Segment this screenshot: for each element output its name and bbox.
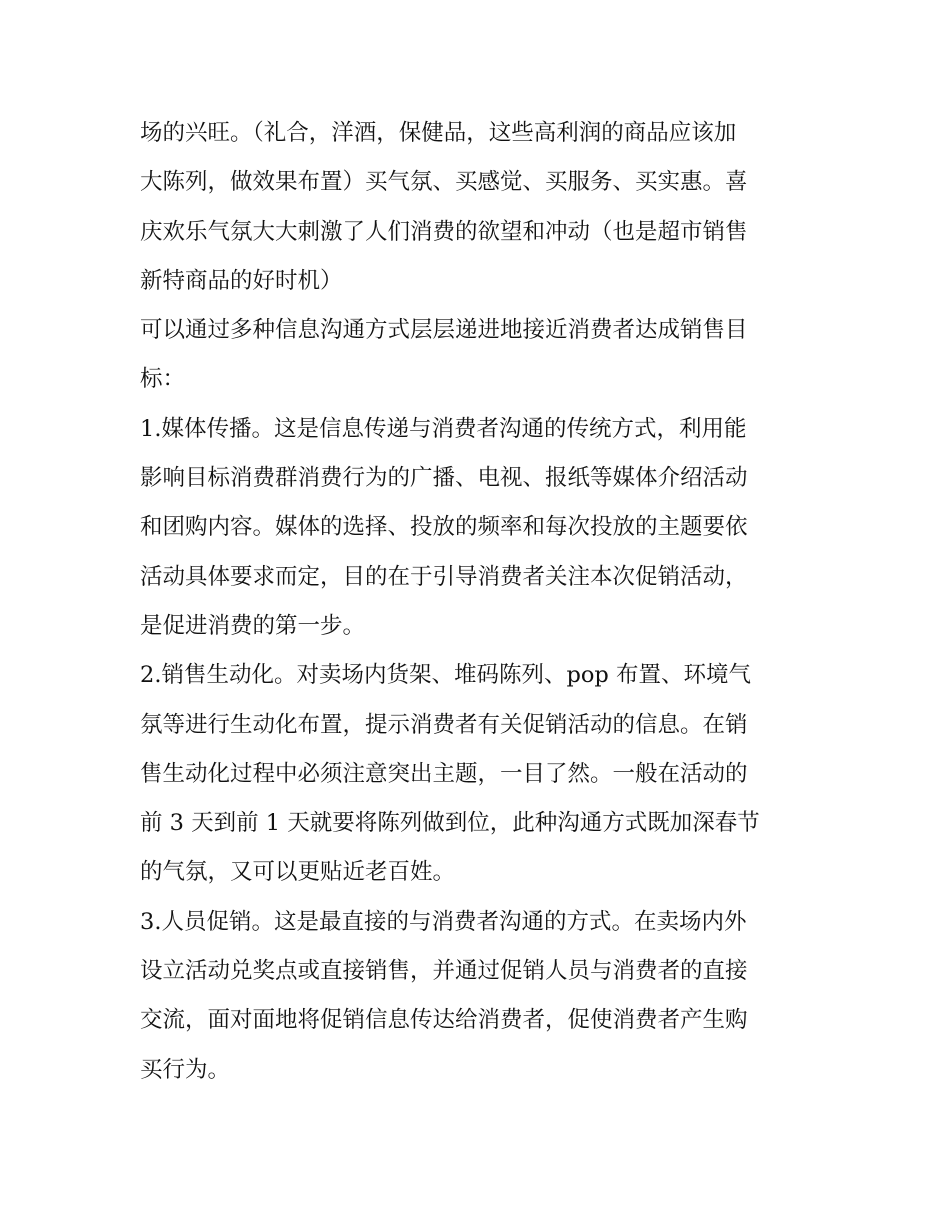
text-line: 标： xyxy=(140,366,186,393)
text-line: 交流，面对面地将促销信息传达给消费者，促使消费者产生购 xyxy=(140,1007,748,1034)
text-line: 影响目标消费群消费行为的广播、电视、报纸等媒体介绍活动 xyxy=(140,465,748,492)
text-line: 买行为。 xyxy=(140,1056,231,1083)
text-line: 庆欢乐气氛大大刺激了人们消费的欲望和冲动（也是超市销售 xyxy=(140,218,748,245)
text-line: 新特商品的好时机） xyxy=(140,267,343,294)
text-line: 1.媒体传播。这是信息传递与消费者沟通的传统方式，利用能 xyxy=(140,415,747,442)
text-line: 前 3 天到前 1 天就要将陈列做到位，此种沟通方式既加深春节 xyxy=(140,810,760,837)
text-line: 的气氛，又可以更贴近老百姓。 xyxy=(140,859,456,886)
document-body xyxy=(140,109,816,1095)
text-line: 售生动化过程中必须注意突出主题，一目了然。一般在活动的 xyxy=(140,760,748,787)
text-line: 氛等进行生动化布置，提示消费者有关促销活动的信息。在销 xyxy=(140,711,748,738)
text-line: 2.销售生动化。对卖场内货架、堆码陈列、pop 布置、环境气 xyxy=(140,662,751,689)
text-line: 和团购内容。媒体的选择、投放的频率和每次投放的主题要依 xyxy=(140,514,748,541)
text-line: 可以通过多种信息沟通方式层层递进地接近消费者达成销售目 xyxy=(140,317,748,344)
text-line: 是促进消费的第一步。 xyxy=(140,612,366,639)
text-line: 3.人员促销。这是最直接的与消费者沟通的方式。在卖场内外 xyxy=(140,908,747,935)
text-line: 设立活动兑奖点或直接销售，并通过促销人员与消费者的直接 xyxy=(140,958,748,985)
text-line: 大陈列，做效果布置）买气氛、买感觉、买服务、买实惠。喜 xyxy=(140,169,748,196)
text-line: 活动具体要求而定，目的在于引导消费者关注本次促销活动， xyxy=(140,563,748,590)
text-line: 场的兴旺。（礼合，洋酒，保健品，这些高利润的商品应该加 xyxy=(140,120,737,146)
